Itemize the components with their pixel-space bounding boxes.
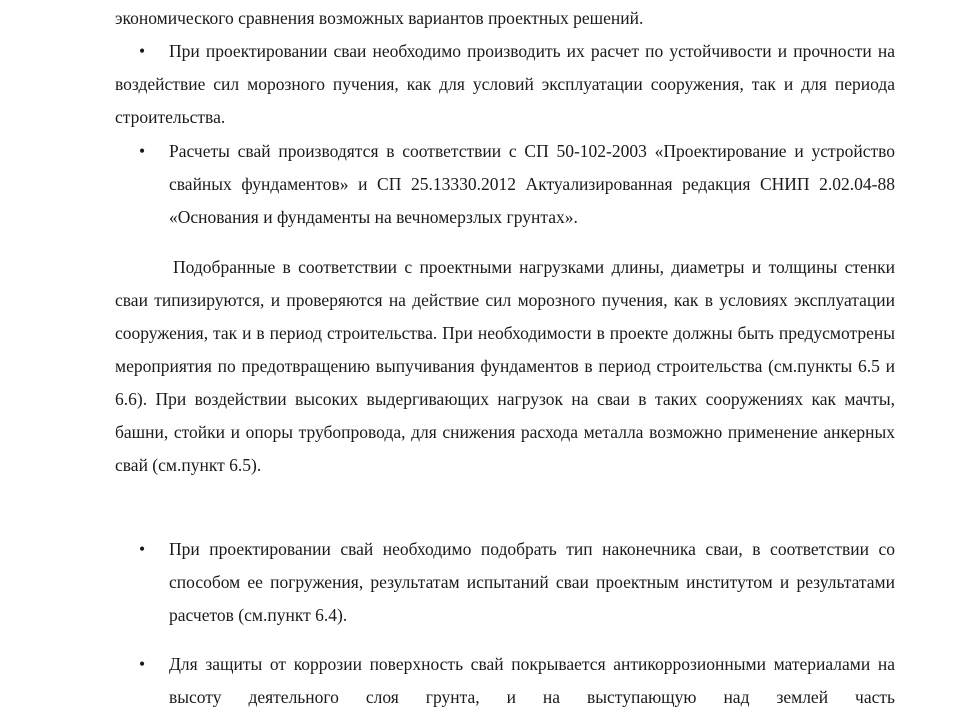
bullet-item-2 <box>115 135 895 234</box>
bullet-item-1 <box>115 35 895 134</box>
bullet-marker: • <box>139 654 146 674</box>
bullet-text-3: При проектировании свай необходимо подобрать тип наконечника сваи, в соответствии со способом ее погружения, результатам испытаний сваи проектным институтом и результатами расчетов (см.пункт 6.4). <box>169 539 895 625</box>
bullet-text-1: При проектировании сваи необходимо производить их расчет по устойчивости и прочности на воздействие сил морозного пучения, как для условий эксплуатации сооружения, так и для периода строительства. <box>115 41 895 127</box>
bullet-item-3 <box>115 533 895 632</box>
bullet-marker: • <box>139 539 146 559</box>
bullet-text-2: Расчеты свай производятся в соответствии с СП 50-102-2003 «Проектирование и устройство свайных фундаментов» и СП 25.13330.2012 Актуализированная редакция СНИП 2.02.04-88 «Основания и фундаменты на вечномерзлых грунтах». <box>169 141 895 227</box>
body-paragraph: Подобранные в соответствии с проектными нагрузками длины, диаметры и толщины стенки сваи типизируются, и проверяются на действие сил морозного пучения, как в условиях эксплуатации сооружения, так и в период строительства. При необходимости в проекте должны быть предусмотрены мероприятия по предотвращению выпучивания фундаментов в период строительства (см.пункты 6.5 и 6.6). При воздействии высоких выдергивающих нагрузок на сваи в таких сооружениях как мачты, башни, стойки и опоры трубопровода, для снижения расхода металла возможно применение анкерных свай (см.пункт 6.5). <box>115 257 895 475</box>
bullet-item-4 <box>115 648 895 714</box>
bullet-marker: • <box>139 41 146 61</box>
bullet-text-4: Для защиты от коррозии поверхность свай покрывается антикоррозионными материалами на высоту деятельного слоя грунта, и на выступающую над землей часть <box>169 654 895 707</box>
text-line-top: экономического сравнения возможных вариантов проектных решений. <box>115 8 644 28</box>
bullet-marker: • <box>139 141 146 161</box>
